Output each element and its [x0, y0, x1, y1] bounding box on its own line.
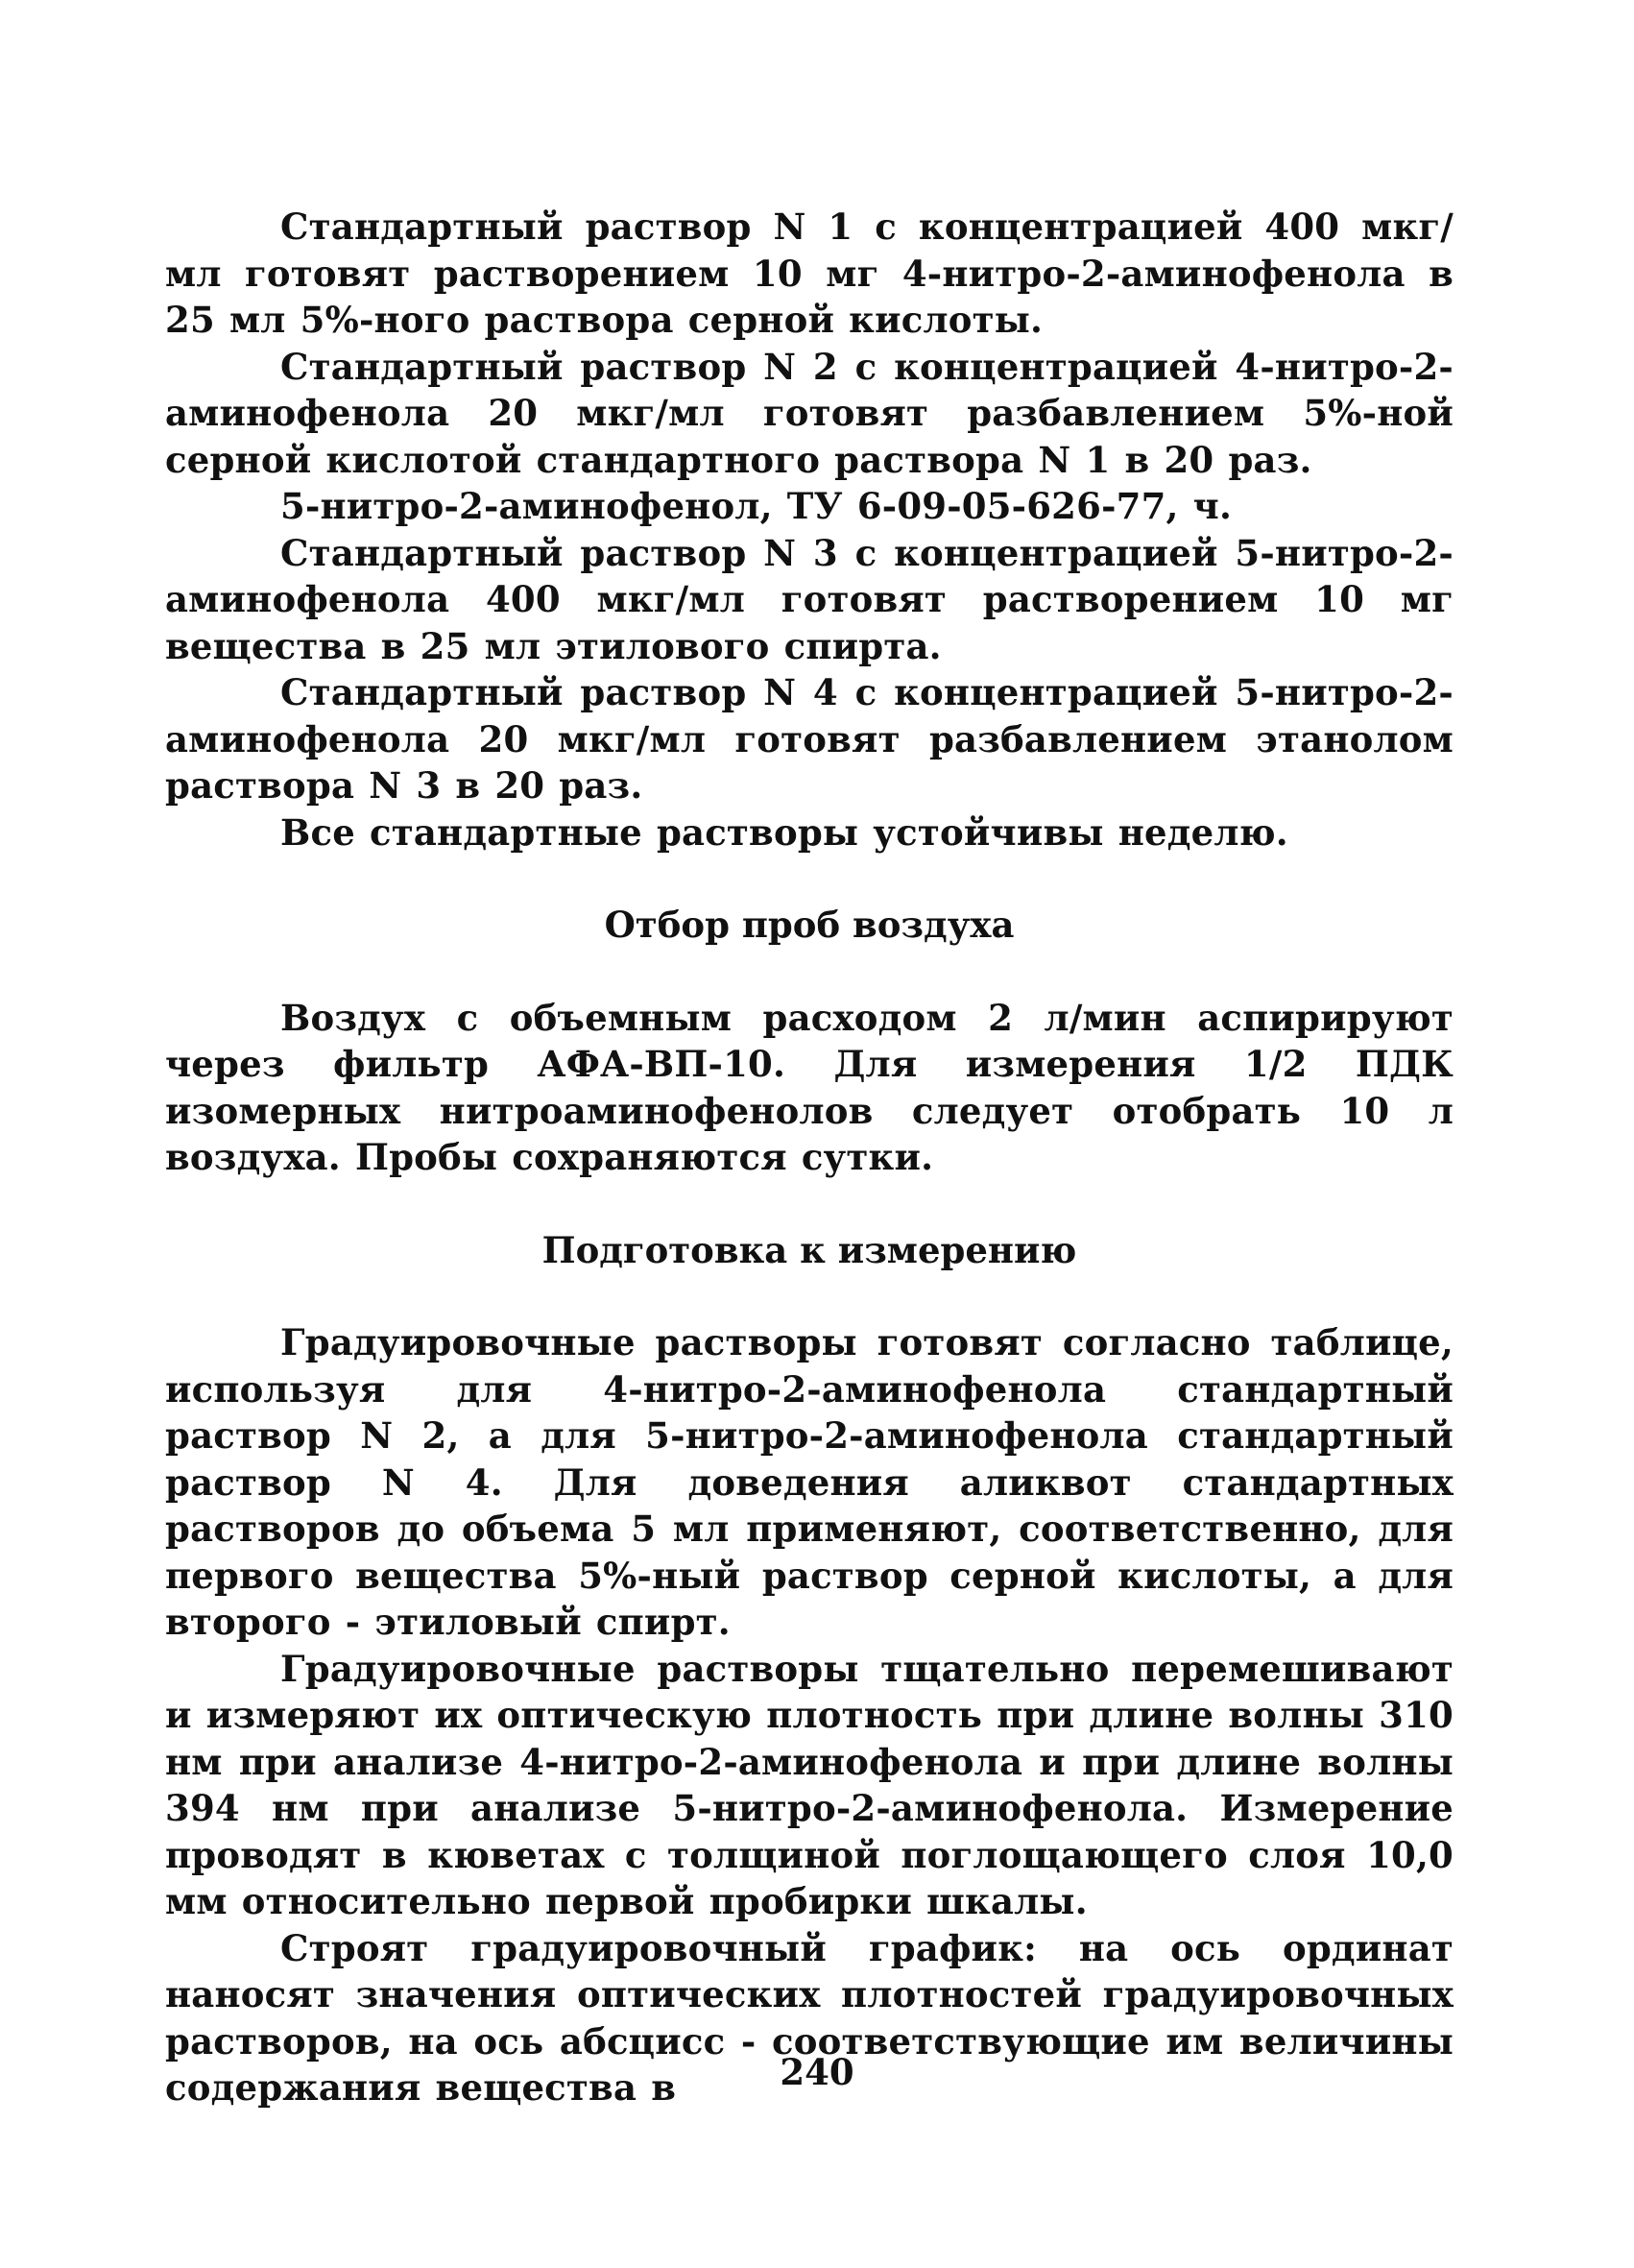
page-number: 240: [780, 2051, 854, 2093]
paragraph-standard-solution-4: Стандартный раствор N 4 с концентрацией 5-нитро-2-аминофенола 20 мкг/мл готовят разбавлением этанолом раствора N 3 в 20 раз.: [165, 671, 1454, 807]
paragraph-standard-solution-1: Стандартный раствор N 1 с концентрацией 400 мкг/мл готовят растворением 10 мг 4-нитро-2-аминофенола в 25 мл 5%-ного раствора серной кислоты.: [165, 205, 1454, 341]
paragraph-reagent-spec: 5-нитро-2-аминофенол, ТУ 6-09-05-626-77, ч.: [280, 485, 1233, 527]
paragraph-optical-density: Градуировочные растворы тщательно перемешивают и измеряют их оптическую плотность при длине волны 310 нм при анализе 4-нитро-2-аминофенола и при длине волны 394 нм при анализе 5-нитро-2-аминофенола. Измерение проводят в кюветах с толщиной поглощающего слоя 10,0 мм относительно первой пробирки шкалы.: [165, 1647, 1454, 1922]
paragraph-standard-solution-3: Стандартный раствор N 3 с концентрацией 5-нитро-2-аминофенола 400 мкг/мл готовят растворением 10 мг вещества в 25 мл этилового спирта.: [165, 531, 1454, 667]
heading-measurement-preparation: Подготовка к измерению: [541, 1228, 1077, 1271]
paragraph-standard-solution-2: Стандартный раствор N 2 с концентрацией 4-нитро-2-аминофенола 20 мкг/мл готовят разбавлением 5%-ной серной кислотой стандартного раствора N 1 в 20 раз.: [165, 345, 1454, 481]
paragraph-air-sampling: Воздух с объемным расходом 2 л/мин аспирируют через фильтр АФА-ВП-10. Для измерения 1/2 ПДК изомерных нитроаминофенолов следует отобрать 10 л воздуха. Пробы сохраняются сутки.: [165, 996, 1454, 1178]
paragraph-calibration-graph: Строят градуировочный график: на ось ординат наносят значения оптических плотностей градуировочных растворов, на ось абсцисс - соответствующие им величины содержания вещества в: [165, 1926, 1454, 2109]
page-body: [165, 204, 1454, 2220]
paragraph-calibration-solutions: Градуировочные растворы готовят согласно таблице, используя для 4-нитро-2-аминофенола стандартный раствор N 2, а для 5-нитро-2-аминофенола стандартный раствор N 4. Для доведения аликвот стандартных растворов до объема 5 мл применяют, соответственно, для первого вещества 5%-ный раствор серной кислоты, а для второго - этиловый спирт.: [165, 1321, 1454, 1643]
paragraph-stability: Все стандартные растворы устойчивы неделю.: [280, 810, 1288, 854]
heading-air-sampling: Отбор проб воздуха: [604, 904, 1015, 946]
